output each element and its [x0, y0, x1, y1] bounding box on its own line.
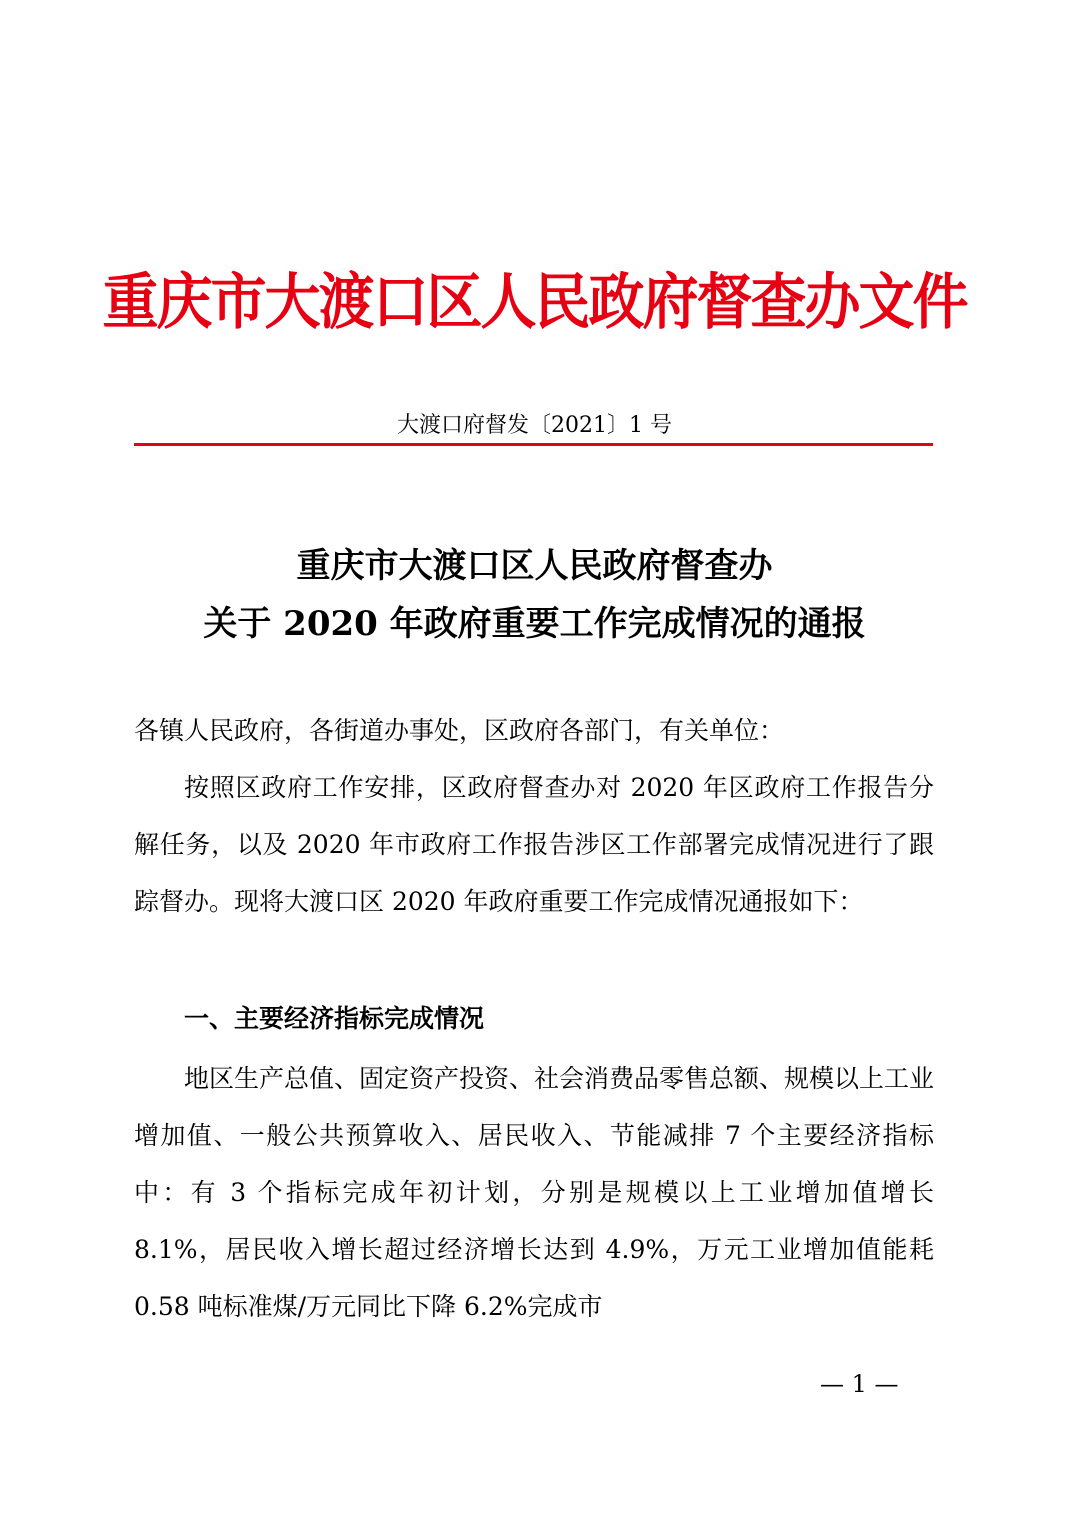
- notice-title-line-1: 重庆市大渡口区人民政府督查办: [296, 546, 773, 586]
- body-paragraph-1: 按照区政府工作安排，区政府督查办对 2020 年区政府工作报告分解任务，以及 2020 年市政府工作报告涉区工作部署完成情况进行了跟踪督办。现将大渡口区 2020 年政府重要工作完成情况通报如下：: [134, 773, 934, 916]
- document-number: 大渡口府督发〔2021〕1 号: [397, 413, 672, 438]
- body-paragraph-2: 地区生产总值、固定资产投资、社会消费品零售总额、规模以上工业增加值、一般公共预算收入、居民收入、节能减排 7 个主要经济指标中：有 3 个指标完成年初计划，分别是规模以上工业增加值增长 8.1%，居民收入增长超过经济增长达到 4.9%，万元工业增加值能耗 0.58 吨标准煤/万元同比下降 6.2%完成市: [134, 1064, 935, 1321]
- greeting-recipients: 各镇人民政府，各街道办事处，区政府各部门，有关单位：: [134, 716, 785, 745]
- section-heading-1: 一、主要经济指标完成情况: [184, 1004, 485, 1033]
- masthead-title: 重庆市大渡口区人民政府督查办文件: [102, 266, 967, 338]
- red-divider-line: [134, 443, 933, 446]
- page-number: — 1 —: [820, 1370, 899, 1398]
- notice-title-line-2: 关于 2020 年政府重要工作完成情况的通报: [203, 604, 866, 644]
